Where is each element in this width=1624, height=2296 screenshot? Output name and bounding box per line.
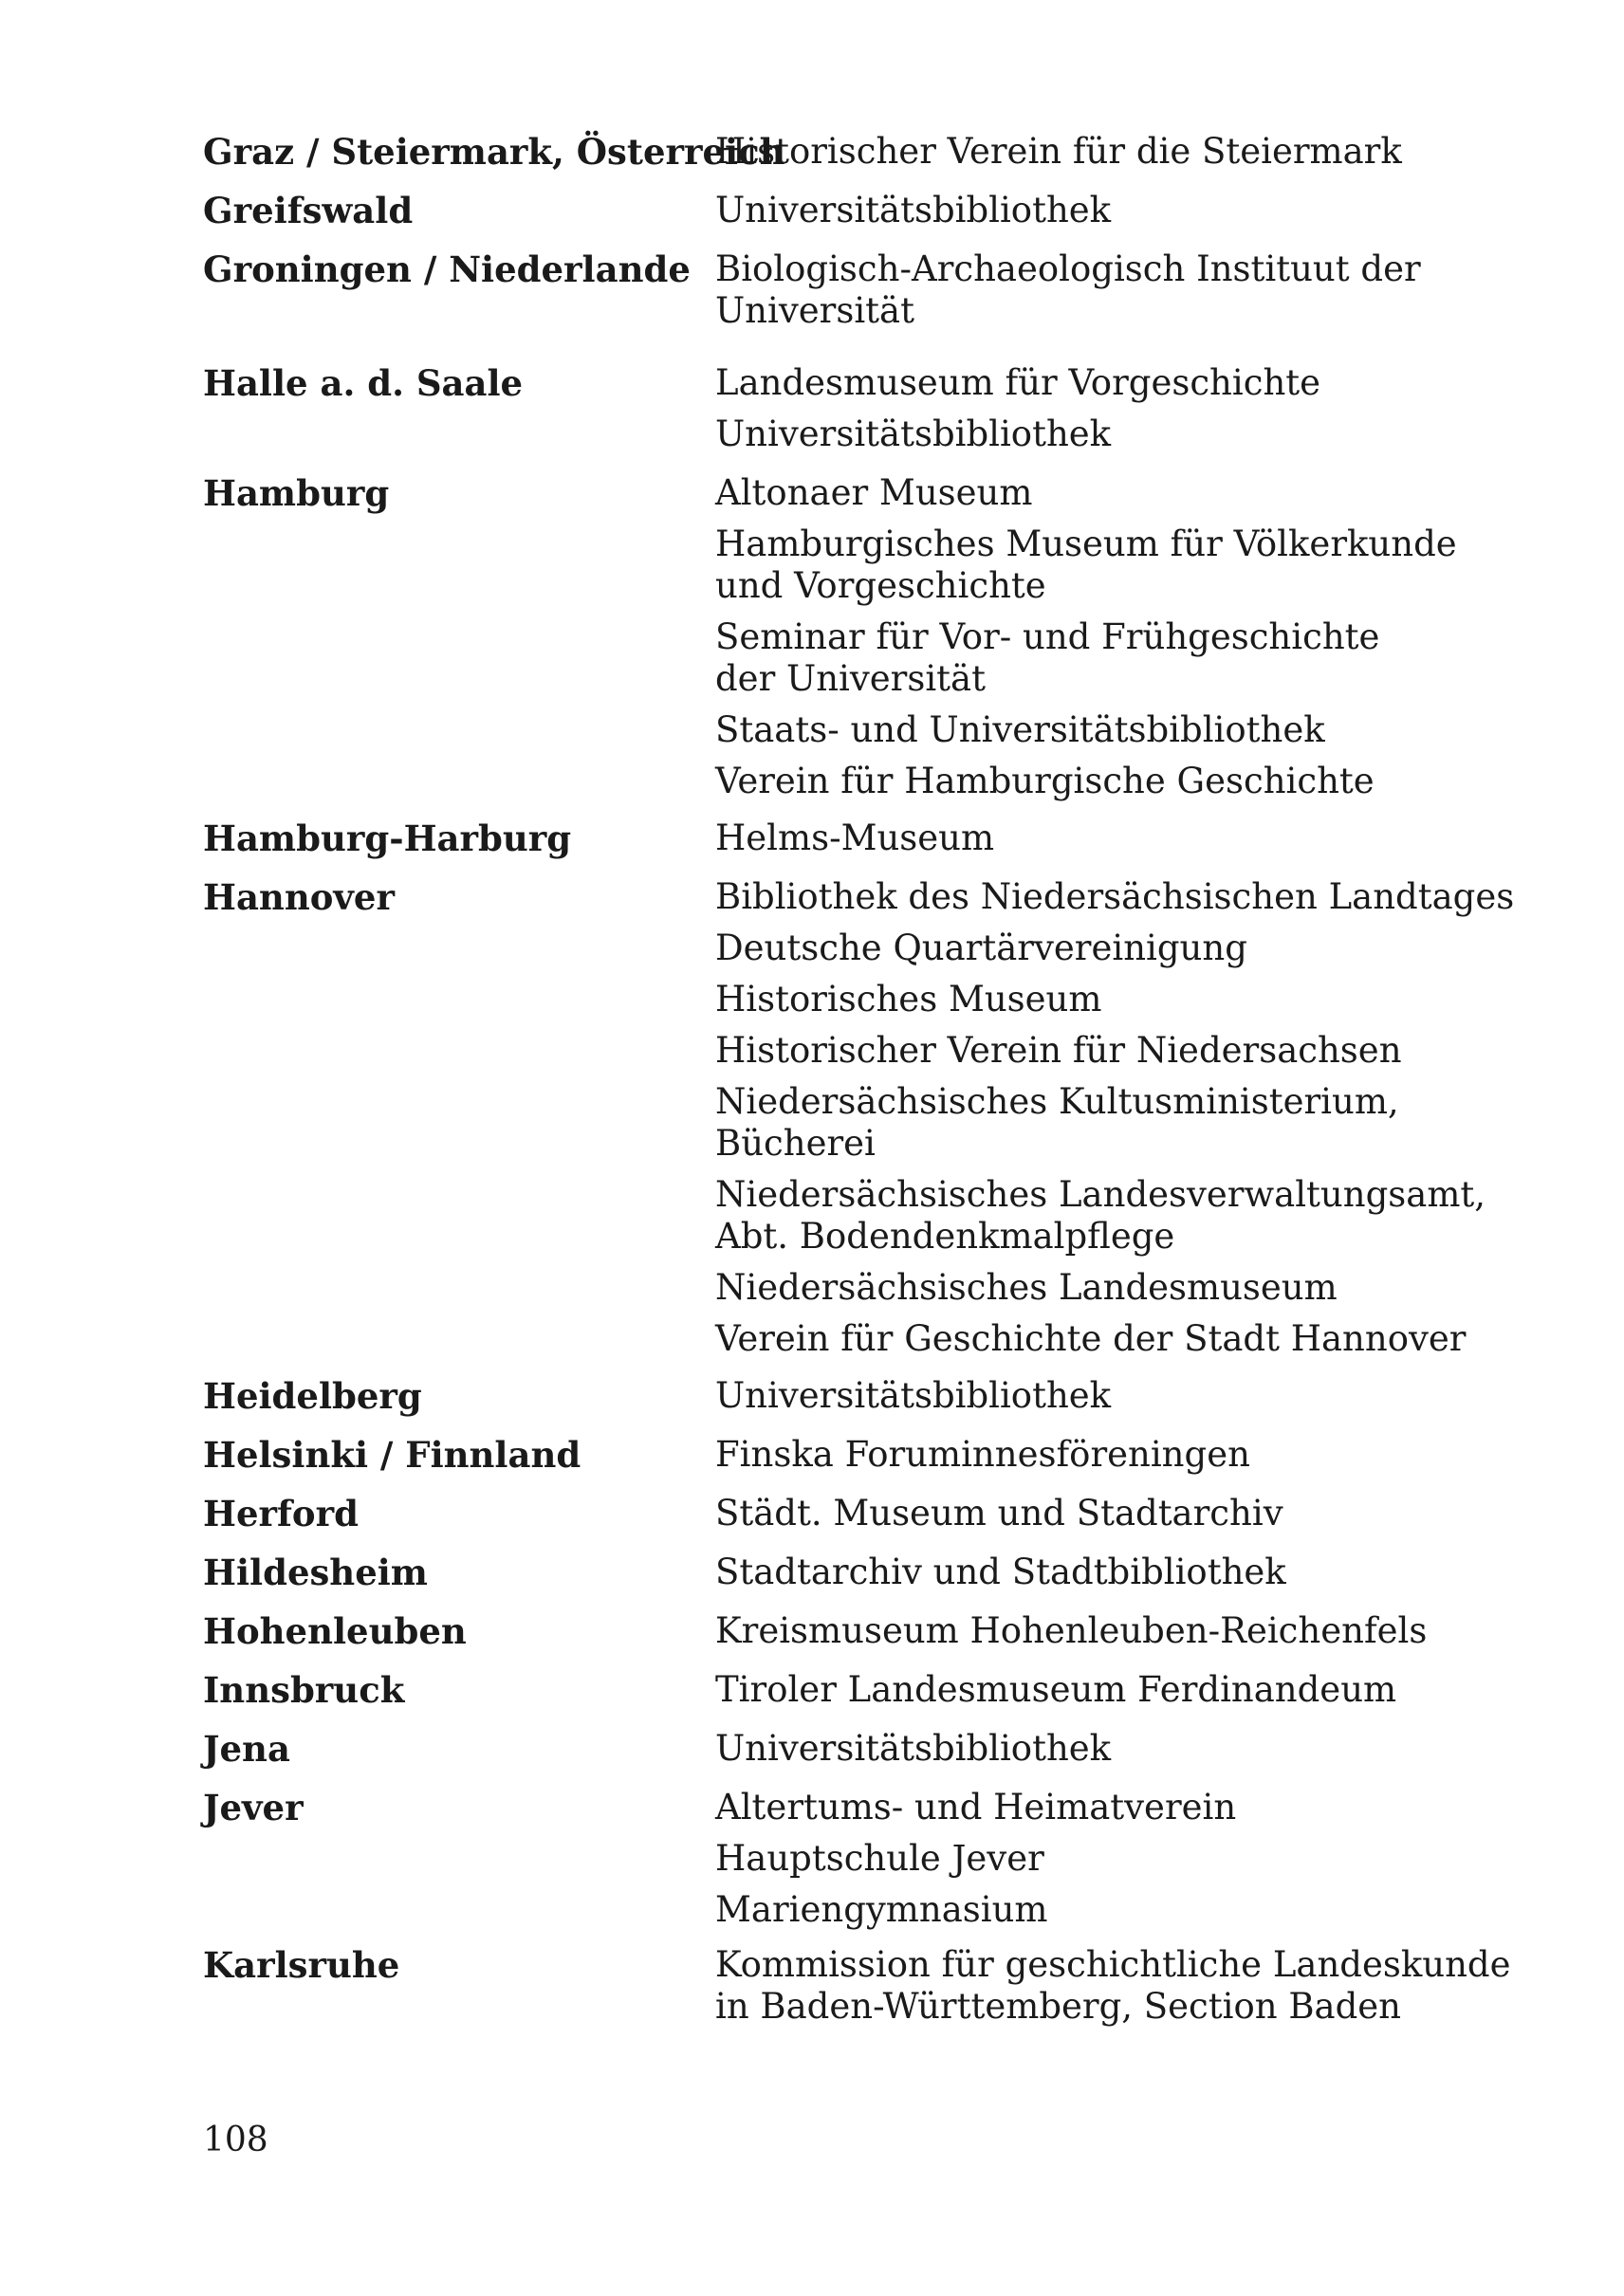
institution-line: Altonaer Museum	[715, 472, 1033, 513]
list-item	[203, 362, 1465, 455]
institution-line: Universitätsbibliothek	[715, 1728, 1112, 1769]
institution-entry	[715, 979, 1514, 1020]
institution-line: Hamburgisches Museum für Völkerkunde	[715, 523, 1457, 564]
institution-group	[715, 131, 1465, 173]
list-item	[203, 1610, 1465, 1652]
place-name: Herford	[203, 1493, 359, 1534]
place-name: Hannover	[203, 876, 395, 918]
institution-entry	[715, 817, 1465, 859]
institution-group	[715, 190, 1465, 231]
institution-group	[715, 1375, 1465, 1417]
institution-line: Verein für Hamburgische Geschichte	[715, 761, 1375, 801]
institution-line: Stadtarchiv und Stadtbibliothek	[715, 1552, 1286, 1592]
institution-line: Altertums- und Heimatverein	[715, 1787, 1237, 1828]
institution-entry	[715, 1174, 1514, 1258]
institution-entry	[715, 362, 1465, 404]
place-name: Hamburg	[203, 472, 390, 514]
institution-entry	[715, 131, 1465, 173]
institution-line: Deutsche Quartärvereinigung	[715, 928, 1247, 968]
institution-entry	[715, 1552, 1465, 1593]
institution-line: Bibliothek des Niedersächsischen Landtages	[715, 876, 1515, 917]
institution-line: Hauptschule Jever	[715, 1838, 1044, 1879]
institution-entry	[715, 413, 1465, 455]
list-item	[203, 876, 1515, 1360]
institution-group	[715, 1493, 1465, 1534]
institution-line: Historischer Verein für Niedersachsen	[715, 1030, 1402, 1071]
institution-entry	[715, 709, 1465, 751]
institution-line: Historischer Verein für die Steiermark	[715, 131, 1402, 172]
page-number: 108	[203, 2121, 268, 2159]
institution-entry	[715, 248, 1465, 332]
institution-entry	[715, 1493, 1465, 1534]
institution-line: Verein für Geschichte der Stadt Hannover	[715, 1318, 1467, 1359]
list-item	[203, 190, 1465, 231]
institution-group	[715, 1434, 1465, 1476]
place-name: Jever	[203, 1787, 304, 1828]
institution-line: Universitätsbibliothek	[715, 1375, 1112, 1416]
institution-entry	[715, 1434, 1465, 1476]
institution-line: Bücherei	[715, 1123, 876, 1164]
institution-entry	[715, 1081, 1514, 1165]
institution-group	[715, 248, 1465, 332]
place-name: Jena	[203, 1728, 290, 1770]
institution-line: Seminar für Vor- und Frühgeschichte	[715, 616, 1380, 657]
place-name: Graz / Steiermark, Österreich	[203, 131, 785, 173]
institution-entry	[715, 1610, 1465, 1652]
institution-entry	[715, 1030, 1514, 1072]
place-name: Hildesheim	[203, 1552, 428, 1593]
institution-line: Helms-Museum	[715, 817, 995, 858]
list-item	[203, 1434, 1465, 1476]
institution-entry	[715, 1375, 1465, 1417]
institution-line: Niedersächsisches Landesverwaltungsamt,	[715, 1174, 1486, 1215]
institution-group	[715, 1787, 1465, 1931]
institution-line: und Vorgeschichte	[715, 565, 1046, 606]
institution-entry	[715, 1944, 1511, 2028]
place-name: Heidelberg	[203, 1375, 422, 1417]
institution-line: Städt. Museum und Stadtarchiv	[715, 1493, 1283, 1534]
place-name: Karlsruhe	[203, 1944, 400, 1986]
institution-line: Historisches Museum	[715, 979, 1102, 1019]
institution-entry	[715, 1318, 1514, 1360]
list-item	[203, 472, 1465, 802]
list-item	[203, 1787, 1465, 1931]
institution-entry	[715, 1728, 1465, 1770]
institution-group	[715, 1728, 1465, 1770]
institution-line: Universitätsbibliothek	[715, 190, 1112, 230]
list-item	[203, 1493, 1465, 1534]
list-item	[203, 1944, 1511, 2028]
institution-line: in Baden-Württemberg, Section Baden	[715, 1986, 1401, 2027]
institution-line: Mariengymnasium	[715, 1889, 1048, 1930]
institution-entry	[715, 523, 1465, 607]
place-name: Innsbruck	[203, 1669, 405, 1711]
institution-line: der Universität	[715, 658, 986, 699]
institution-group	[715, 1610, 1465, 1652]
institution-entry	[715, 761, 1465, 802]
institution-group	[715, 817, 1465, 859]
institution-group	[715, 472, 1465, 802]
place-name: Greifswald	[203, 190, 414, 231]
institution-line: Kreismuseum Hohenleuben-Reichenfels	[715, 1610, 1428, 1651]
institution-line: Finska Foruminnesföreningen	[715, 1434, 1250, 1475]
institution-line: Tiroler Landesmuseum Ferdinandeum	[715, 1669, 1397, 1710]
institution-line: Universität	[715, 290, 914, 331]
list-item	[203, 1375, 1465, 1417]
place-name: Halle a. d. Saale	[203, 362, 524, 404]
institution-entry	[715, 472, 1465, 514]
institution-entry	[715, 1669, 1465, 1711]
institution-group	[715, 876, 1514, 1360]
list-item	[203, 248, 1465, 332]
institution-entry	[715, 928, 1514, 969]
list-item	[203, 817, 1465, 859]
institution-line: Niedersächsisches Kultusministerium,	[715, 1081, 1399, 1122]
institution-group	[715, 362, 1465, 455]
place-name: Hohenleuben	[203, 1610, 467, 1652]
list-item	[203, 1728, 1465, 1770]
institution-entry	[715, 1838, 1465, 1880]
institution-group	[715, 1944, 1511, 2028]
institution-entry	[715, 616, 1465, 700]
place-name: Hamburg-Harburg	[203, 817, 572, 859]
institution-entry	[715, 876, 1514, 918]
list-item	[203, 1552, 1465, 1593]
institution-entry	[715, 1889, 1465, 1931]
place-name: Groningen / Niederlande	[203, 248, 691, 290]
institution-line: Landesmuseum für Vorgeschichte	[715, 362, 1321, 403]
institution-line: Biologisch-Archaeologisch Instituut der	[715, 248, 1421, 289]
institution-group	[715, 1669, 1465, 1711]
institution-group	[715, 1552, 1465, 1593]
list-item	[203, 131, 1465, 173]
institution-entry	[715, 1787, 1465, 1828]
institution-line: Abt. Bodendenkmalpflege	[715, 1216, 1175, 1257]
institution-entry	[715, 190, 1465, 231]
place-name: Helsinki / Finnland	[203, 1434, 581, 1476]
institution-line: Niedersächsisches Landesmuseum	[715, 1267, 1338, 1308]
institution-line: Staats- und Universitätsbibliothek	[715, 709, 1325, 750]
institution-entry	[715, 1267, 1514, 1309]
institution-line: Kommission für geschichtliche Landeskunde	[715, 1944, 1511, 1985]
institution-line: Universitätsbibliothek	[715, 413, 1112, 454]
list-item	[203, 1669, 1465, 1711]
